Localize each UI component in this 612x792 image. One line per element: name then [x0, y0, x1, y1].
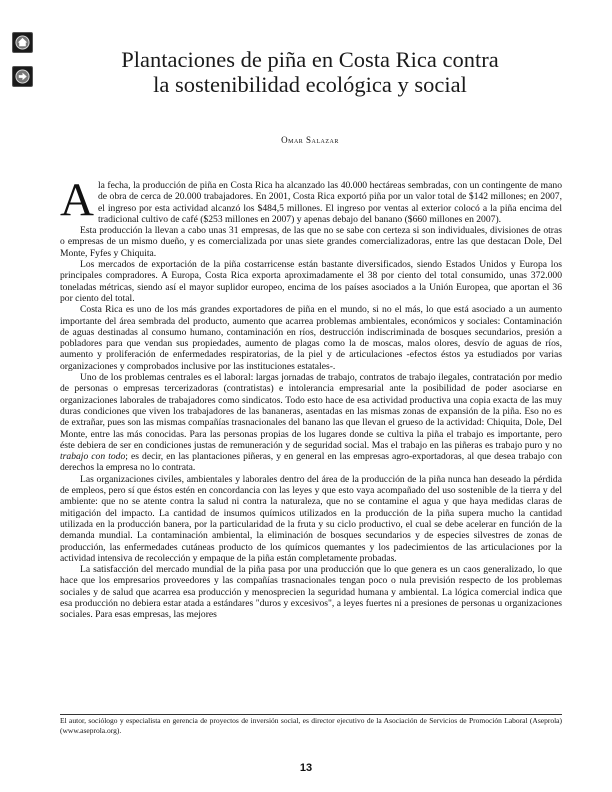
paragraph-6: Las organizaciones civiles, ambientales y laborales dentro del área de la producción de la piña nunca han deseado la pérdida de empleos, pero sí que éstos estén en concordancia con las leyes y que esto vaya acompañado del uso sostenible de la tierra y del ambiente: que no se atente contra la salud ni contra la naturaleza, que no se contamine el agua y que haya medidas claras de mitigación del impacto. La cantidad de insumos químicos utilizados en la producción de la piña supera mucho la cantidad utilizada en la producción banera, por la particularidad de la fruta y su ciclo productivo, el cual se debe acelerar en función de la demanda mundial. La contaminación ambiental, la eliminación de bosques secundarios y de especies silvestres de zonas de producción, las enfermedades cutáneas producto de los químicos quemantes y los padecimientos de las articulaciones por la actividad intensiva de recolección y empaque de la piña están completamente probadas. — [60, 473, 562, 564]
paragraph-5 — [60, 372, 562, 474]
paragraph-5-text-a: Uno de los problemas centrales es el laboral: largas jornadas de trabajo, contratos de trabajo ilegales, contratación por medio de personas o empresas tercerizadoras (contratistas) e intolerancia empresarial ante la posibilidad de poder asociarse en organizaciones laborales de trabajadores como sindicatos. Todo esto hace de esa actividad productiva una copia exacta de las muy duras condiciones que viven los trabajadores de las bananeras, asentadas en las mismas zonas de expansión de la piña. Eso no es de extrañar, pues son las mismas compañías trasnacionales del banano las que llevan el grueso de la actividad: Chiquita, Dole, Del Monte, entre las más conocidas. Para las personas propias de los lugares donde se cultiva la piña el trabajo es importante, pero éste debiera de ser en condiciones justas de remuneración y de seguridad social. Mas el trabajo en las piñeras es trabajo puro y no — [60, 372, 562, 451]
paragraph-4: Costa Rica es uno de los más grandes exportadores de piña en el mundo, si no el más, lo que está asociado a un aumento importante del área sembrada del producto, aumento que acarrea problemas ambientales, económicos y sociales: Contaminación de aguas destinadas al consumo humano, contaminación en ríos, destrucción indiscriminada de bosques secundarios, presión a pobladores para que vendan sus propiedades, aumento de plagas como la de moscas, malos olores, desvío de aguas de ríos, aumento y proliferación de enfermedades respiratorias, de la piel y de articulaciones -efectos éstos ya estudiados por varias organizaciones y comprobados inclusive por las instituciones estatales-. — [60, 304, 562, 372]
footnote-divider — [60, 714, 562, 715]
paragraph-1 — [60, 174, 562, 226]
arrow-right-icon — [15, 69, 30, 84]
article-body — [60, 174, 562, 621]
paragraph-5-emphasis: trabajo con todo — [60, 451, 126, 463]
paragraph-3: Los mercados de exportación de la piña costarricense están bastante diversificados, siendo Estados Unidos y Europa los principales compradores. A Europa, Costa Rica exporta aproximadamente el 38 por ciento del total consumido, unas 372.000 toneladas métricas, siendo así el mayor suplidor europeo, encima de los países asociados a la Unión Europea, que aportan el 36 por ciento del total. — [60, 259, 562, 304]
home-icon — [15, 35, 30, 50]
paragraph-7: La satisfacción del mercado mundial de la piña pasa por una producción que lo que genera es un caos generalizado, lo que hace que los empresarios proveedores y las compañías trasnacionales tengan poco o nula previsión respecto de los problemas sociales y de salud que acarrea esa producción y menosprecien la seguridad humana y ambiental. La lógica comercial indica que esa producción no debiera estar atada a estándares "duros y excesivos", a leyes fuertes ni a presiones de personas u organizaciones sociales. Para esas empresas, las mejores — [60, 564, 562, 621]
drop-cap: A — [60, 174, 94, 226]
title-line-2: la sostenibilidad ecológica y social — [153, 72, 467, 97]
author-footnote: El autor, sociólogo y especialista en gerencia de proyectos de inversión social, es director ejecutivo de la Asociación de Servicios de Promoción Laboral (Aseprola) (www.aseprola.org). — [60, 716, 562, 735]
paragraph-2: Esta producción la llevan a cabo unas 31 empresas, de las que no se sabe con certeza si son individuales, divisiones de otras o empresas de un mismo dueño, y es comercializada por unas siete grandes comercializadoras, entre las que destacan Dole, Del Monte, Fyfes y Chiquita. — [60, 225, 562, 259]
article-title — [60, 47, 560, 97]
paragraph-5-text-b: ; es decir, en las plantaciones piñeras, y en general en las empresas agro-exportadoras, al que desea trabajo con derechos la empresa no lo contrata. — [60, 451, 562, 474]
paragraph-1-text: la fecha, la producción de piña en Costa Rica ha alcanzado las 40.000 hectáreas sembradas, con un contingente de mano de obra de cerca de 20.000 trabajadores. En 2001, Costa Rica exportó piña por un valor total de $142 millones; en 2007, el ingreso por esta actividad alcanzó los $484,5 millones. El ingreso por ventas al exterior colocó a la piña encima del tradicional cultivo de café ($253 millones en 2007) y apenas debajo del banano ($660 millones en 2007). — [97, 180, 562, 225]
home-nav-button[interactable] — [12, 32, 33, 53]
author-name: Omar Salazar — [281, 135, 339, 145]
next-page-button[interactable] — [12, 66, 33, 87]
page-number: 13 — [299, 762, 313, 774]
title-line-1: Plantaciones de piña en Costa Rica contra — [121, 47, 499, 72]
